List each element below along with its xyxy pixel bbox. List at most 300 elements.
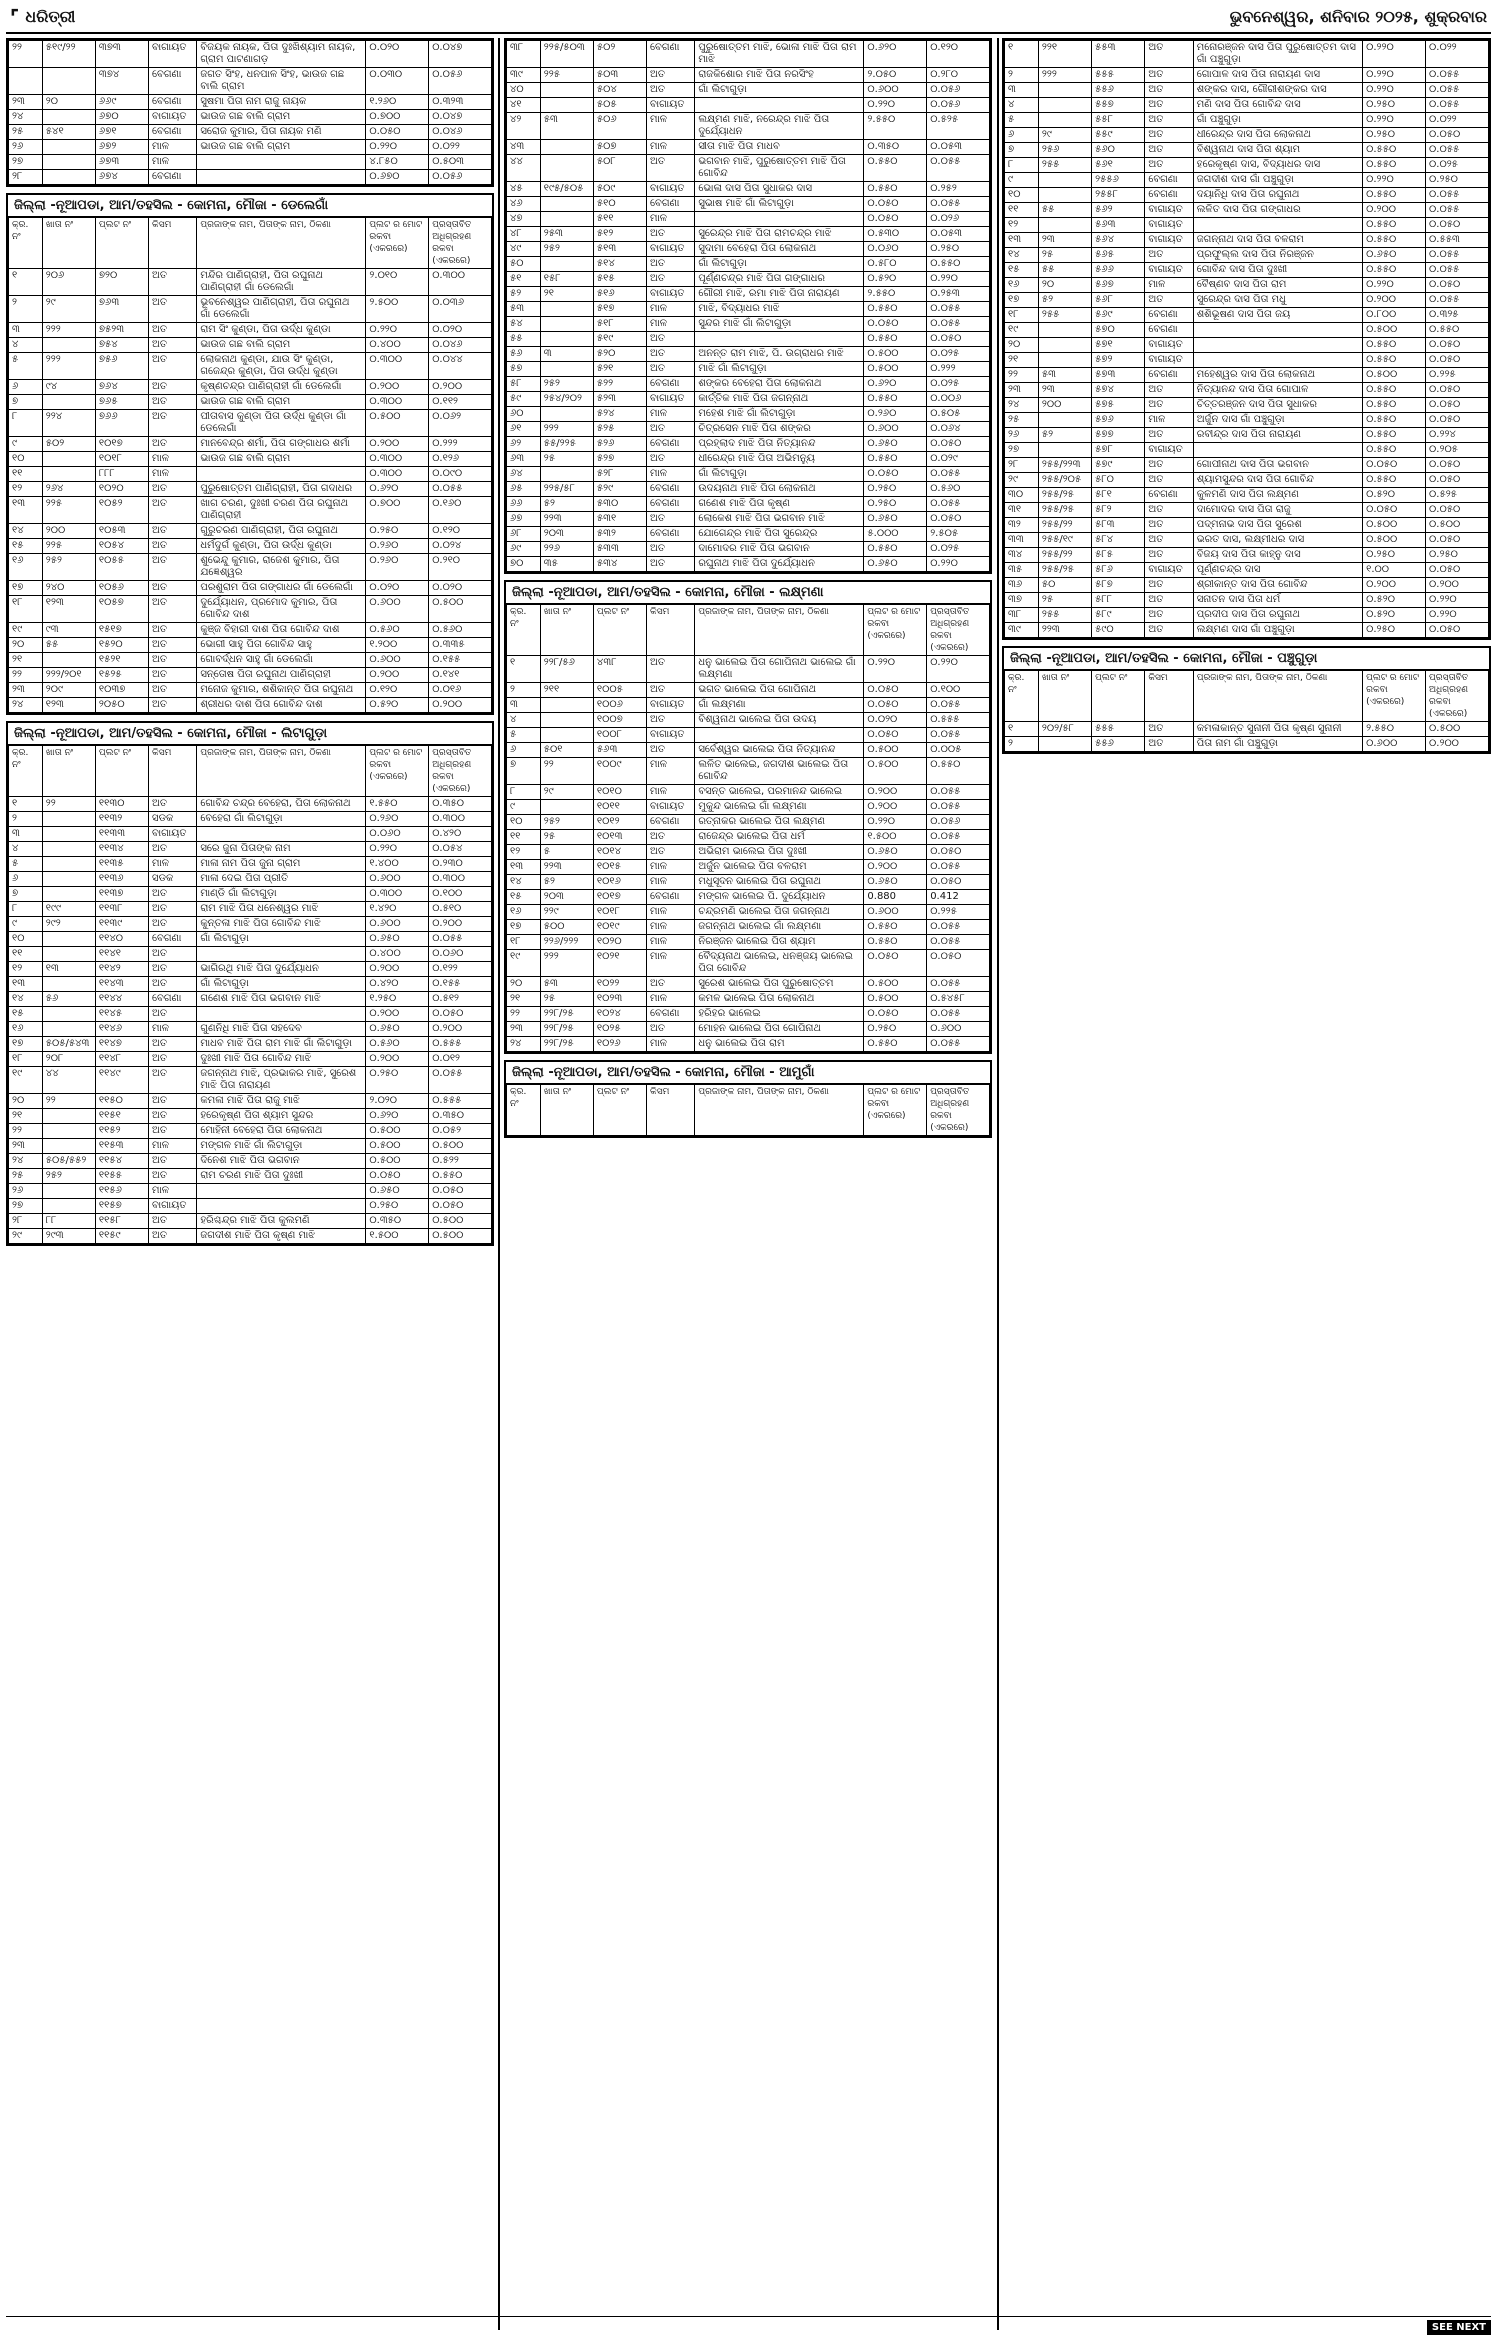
table-cell: ୧୫୨୦ — [95, 638, 148, 653]
table-cell — [1038, 113, 1091, 128]
table-cell: ୦.୦୫୫ — [1426, 188, 1489, 203]
table-cell: ୨୯ — [1005, 473, 1039, 488]
table-cell — [42, 467, 95, 482]
table-cell: ହରିହର ଭାଲେଇ — [695, 1007, 864, 1022]
table-cell: ୦.୦୫୦ — [1426, 458, 1489, 473]
table-row — [507, 242, 990, 257]
table-cell: ଗୋପାଳ ଦାସ ପିତା ନାରାୟଣ ଦାସ — [1193, 68, 1362, 83]
table-cell: ୦.୦୫୬ — [927, 815, 990, 830]
table-cell: ଅତ — [1145, 383, 1193, 398]
table-cell: ୦.୦୨୨ — [1426, 113, 1489, 128]
table-cell — [695, 212, 864, 227]
table-cell: ୦.୫୦୦ — [366, 1124, 429, 1139]
table-cell: ୨୪ — [507, 1037, 541, 1052]
table-cell: ୦.୨୨୪ — [1426, 428, 1489, 443]
table-cell: ୬୪ — [507, 467, 541, 482]
table-cell: ୫୩ — [540, 113, 593, 140]
table-row — [1005, 218, 1489, 233]
table-cell: ଅତ — [149, 581, 197, 596]
land-table — [8, 217, 492, 713]
table-cell: ରାମ ଚରଣ ମାଝି ପିତା ଦୁଃଖୀ — [197, 1169, 366, 1184]
table-cell: ୫୨ — [507, 287, 541, 302]
table-cell: ୦.୦୫୦ — [1426, 383, 1489, 398]
table-cell: ୦.୦୫୦ — [1426, 218, 1489, 233]
table-cell — [42, 947, 95, 962]
table-cell: ୧୦୫୭ — [95, 596, 148, 623]
table-cell: ମାଳ — [149, 1022, 197, 1037]
table-row — [9, 41, 492, 68]
table-cell: ୨୩ — [1038, 383, 1091, 398]
table-cell: କମଳା ମାଝି ପିତା ରାଜୁ ମାଝି — [197, 1094, 366, 1109]
table-cell: ଅତ — [1145, 398, 1193, 413]
table-cell: ଭାଗିରଥି ମାଝି ପିତା ଦୁର୍ଯ୍ୟୋଧନ — [197, 962, 366, 977]
table-cell: ୨୯ — [42, 296, 95, 323]
table-cell: ୧୦୦୫ — [593, 683, 646, 698]
table-cell: ୨୫୫/୨୨ — [1038, 518, 1091, 533]
table-cell: ୨୨ — [540, 758, 593, 785]
table-cell: ୦.୦୫୦ — [1426, 413, 1489, 428]
table-cell: ୫୬୯ — [1092, 308, 1145, 323]
table-row — [507, 467, 990, 482]
table-cell: ୦.୫୮୦ — [864, 257, 927, 272]
table-cell: ୦.୦୧୨ — [429, 1052, 492, 1067]
table-cell: ୧୦୨୦ — [95, 482, 148, 497]
table-cell: ୧୧୫୦ — [95, 1094, 148, 1109]
section-title: ଜିଲ୍ଲା -ନୂଆପଡା, ଆମ/ତହସିଲ - କୋମନା, ମୌଜା - ଆମୁଗାଁ — [506, 1062, 990, 1084]
table-cell: ୩୭୩ — [95, 41, 148, 68]
table-cell — [197, 170, 366, 185]
table-cell: ଦାମୋଦର ଦାସ ପିତା ରାଜୁ — [1193, 503, 1362, 518]
column-header: ପ୍ଲଟ ର ମୋଟ ରକବା (ଏକରରେ) — [864, 605, 927, 656]
table-cell: ୦.୨୨୦ — [864, 656, 927, 683]
table-cell: ୫୫୬ — [1092, 83, 1145, 98]
table-row — [9, 170, 492, 185]
column-header: ପ୍ରଜାଙ୍କ ନାମ, ପିତାଙ୍କ ନାମ, ଠିକଣା — [1193, 671, 1362, 722]
table-cell: ୦.୬୨୦ — [864, 377, 927, 392]
table-cell: ୫ — [507, 728, 541, 743]
table-cell: ୫୧୯/୨୨ — [42, 41, 95, 68]
table-cell: ୬୨ — [507, 437, 541, 452]
table-cell: ପ୍ରଫୁଲ୍ଲ ଦାସ ପିତା ନିରଞ୍ଜନ — [1193, 248, 1362, 263]
table-cell: ମାନବେନ୍ଦ୍ର ଶର୍ମା, ପିତା ଗଙ୍ଗାଧର ଶର୍ମା — [197, 437, 366, 452]
table-cell: ୩ — [507, 698, 541, 713]
table-cell: ୫୧୭ — [593, 302, 646, 317]
table-row — [1005, 428, 1489, 443]
table-cell: ୫୮୪ — [1092, 533, 1145, 548]
table-cell: ଅନନ୍ତ ରାମ ମାଝି, ପି. ଉଗ୍ରାଧର ମାଝି — [695, 347, 864, 362]
land-section — [6, 721, 494, 1246]
table-header-row — [1005, 671, 1489, 722]
footer-divider — [6, 2316, 1491, 2317]
table-cell: ୧୧୩୬ — [95, 872, 148, 887]
column-header: କିସମ — [1145, 671, 1193, 722]
table-cell: ମାଳ — [647, 785, 695, 800]
table-cell: ୨୨୨ — [42, 323, 95, 338]
table-cell: ୧୦୨୪ — [593, 1007, 646, 1022]
table-cell: ବାଗାୟତ — [647, 287, 695, 302]
table-cell: ୨.୫୫୦ — [1363, 722, 1426, 737]
table-cell: ୨.୦୧୦ — [366, 269, 429, 296]
table-cell — [42, 932, 95, 947]
table-cell: ୨୫୨ — [540, 377, 593, 392]
column-header: ପ୍ଲଟ ନଂ — [593, 1085, 646, 1136]
table-cell: ୨୨୫/୫୮ — [540, 482, 593, 497]
table-cell: ହରେକୃଷ୍ଣ ଦାସ, ବିଦ୍ୟାଧର ଦାସ — [1193, 158, 1362, 173]
table-cell: ୮ — [9, 410, 43, 437]
section-title: ଜିଲ୍ଲା -ନୂଆପଡା, ଆମ/ତହସିଲ - କୋମନା, ମୌଜା - ଲିଟାଗୁଡ଼ା — [8, 723, 492, 745]
table-cell: ୦.୦୫୫ — [927, 497, 990, 512]
table-cell: ୫୫୮ — [1092, 113, 1145, 128]
table-cell: ବାଗାୟତ — [647, 98, 695, 113]
table-cell: ୦.୬୫୦ — [864, 875, 927, 890]
table-cell: ୨ — [9, 812, 43, 827]
table-row — [1005, 548, 1489, 563]
table-cell: ୦.୫୦୦ — [864, 992, 927, 1007]
table-cell: ବେଗଣା — [647, 482, 695, 497]
column-header: ପ୍ରସ୍ତାବିତ ଅଧିଗ୍ରହଣ ରକବା (ଏକରରେ) — [429, 746, 492, 797]
table-cell: ଅତ — [647, 977, 695, 992]
table-cell — [42, 170, 95, 185]
table-cell: ସୁରେନ୍ଦ୍ର ଦାସ ପିତା ମଧୁ — [1193, 293, 1362, 308]
table-cell: ଅତ — [1145, 473, 1193, 488]
table-cell: ୫୭୦ — [1092, 323, 1145, 338]
table-cell: ଅତ — [149, 596, 197, 623]
table-cell: ୨୦ — [1038, 278, 1091, 293]
table-cell: ଭୋଳା ଦାସ ପିତା ସୁଧାକର ଦାସ — [695, 182, 864, 197]
table-cell: କମଳାକାନ୍ତ ସୁନାନୀ ପିତା କୃଷ୍ଣ ସୁନାନୀ — [1193, 722, 1362, 737]
table-cell: ୭୦ — [507, 557, 541, 572]
table-cell: ୧୨୩ — [42, 596, 95, 623]
table-cell: ୨.୫୫୦ — [864, 287, 927, 302]
table-row — [1005, 323, 1489, 338]
table-cell: ୦.୦୫୫ — [927, 920, 990, 935]
table-cell: ୧୧୫୧ — [95, 1109, 148, 1124]
table-cell: ୦.୫୦୦ — [864, 362, 927, 377]
table-cell: ୦.୦୫୦ — [864, 317, 927, 332]
table-cell: ବାଗାୟତ — [1145, 563, 1193, 578]
table-cell: ଅତ — [647, 683, 695, 698]
table-header-row — [9, 746, 492, 797]
table-cell: ୦.୮୦୦ — [1363, 308, 1426, 323]
table-cell: ୧୧୪୮ — [95, 1052, 148, 1067]
table-cell: ୩୭ — [1005, 593, 1039, 608]
table-cell: ୩୪ — [1005, 548, 1039, 563]
table-row — [9, 380, 492, 395]
table-cell: ୦.୦୫୫ — [1426, 143, 1489, 158]
table-cell: ୦.୩୦୦ — [366, 395, 429, 410]
column-header: କିସମ — [149, 218, 197, 269]
table-cell: ମାଳ — [647, 302, 695, 317]
table-cell: ୨୧ — [9, 1109, 43, 1124]
table-cell: ପୂର୍ଣ୍ଣଚନ୍ଦ୍ର ଦାସ — [1193, 563, 1362, 578]
table-cell: ୨୪ — [9, 1154, 43, 1169]
table-row — [1005, 233, 1489, 248]
table-cell: ଅତ — [149, 698, 197, 713]
table-cell: ୫୯ — [507, 392, 541, 407]
table-cell: କାର୍ତ୍ତିକ ମାଝି ପିତା ଜଗନ୍ନାଥ — [695, 392, 864, 407]
table-row — [1005, 458, 1489, 473]
table-cell: ୦.୨୨୦ — [1363, 41, 1426, 68]
table-cell — [540, 257, 593, 272]
table-cell — [540, 98, 593, 113]
table-cell: ଶ୍ରୀକାନ୍ତ ଦାସ ପିତା ଗୋବିନ୍ଦ — [1193, 578, 1362, 593]
table-cell: ୦.୦୨୪ — [429, 539, 492, 554]
land-section — [504, 1060, 992, 1138]
table-cell: ଗଣେଶ ମାଝି ପିତା କୃଷ୍ଣ — [695, 497, 864, 512]
table-cell: ୨୨ — [42, 797, 95, 812]
table-cell: ୩୩ — [1005, 533, 1039, 548]
table-cell: ମଙ୍ଗଳ ମାଝି ଗାଁ ଲିଟାଗୁଡ଼ା — [197, 1139, 366, 1154]
table-cell: ଅତ — [647, 1022, 695, 1037]
table-cell: ୫ — [1005, 113, 1039, 128]
table-cell: ଗୋବର୍ଦ୍ଧନ ସାହୁ ଗାଁ ଡେଲେଗାଁ — [197, 653, 366, 668]
table-cell: ୯ — [9, 437, 43, 452]
table-cell: ମାଳ — [647, 950, 695, 977]
table-cell: ୬ — [9, 872, 43, 887]
table-cell: ୦.୫୫୦ — [864, 452, 927, 467]
table-row — [1005, 413, 1489, 428]
land-table — [8, 745, 492, 1244]
table-cell: ଅତ — [149, 1037, 197, 1052]
table-cell: ୨୫୨ — [42, 554, 95, 581]
table-cell: ୦.୫୦୦ — [429, 596, 492, 623]
table-cell: ୬୯ — [507, 542, 541, 557]
table-cell: ୦.୦୫୬ — [429, 170, 492, 185]
table-row — [507, 155, 990, 182]
table-cell: ଦୁର୍ଯ୍ୟୋଧନ, ପ୍ରମୋଦ କୁମାର, ପିତା ଗୋବିନ୍ଦ ଦାଶ — [197, 596, 366, 623]
table-cell: ୫୨୧ — [593, 362, 646, 377]
table-cell: ୧୧ — [9, 467, 43, 482]
section-title: ଜିଲ୍ଲା -ନୂଆପଡା, ଆମ/ତହସିଲ - କୋମନା, ମୌଜା - ଲକ୍ଷ୍ମଣା — [506, 582, 990, 604]
table-cell: ୦.୨୫୦ — [864, 482, 927, 497]
table-cell: ୨୦୨/୫୮ — [1038, 722, 1091, 737]
table-cell: ୦.୧୨୬ — [429, 452, 492, 467]
table-row — [9, 1154, 492, 1169]
table-cell — [540, 302, 593, 317]
table-cell — [42, 812, 95, 827]
table-cell: ୫୨୯ — [593, 482, 646, 497]
table-cell: ୫୫୫ — [1092, 722, 1145, 737]
table-cell: ୦.୦୫୦ — [429, 1007, 492, 1022]
table-cell: ୧.୨୦୦ — [366, 638, 429, 653]
table-cell: ୦.୦୫୫ — [1426, 263, 1489, 278]
table-cell: ୦.୨୨୦ — [1363, 113, 1426, 128]
table-cell: ୦.୫୫୦ — [1363, 383, 1426, 398]
table-cell: ପରଶୁରାମ ପିତା ଗଙ୍ଗାଧର ଗାଁ ଡେଲେଗାଁ — [197, 581, 366, 596]
table-cell: ୧୦୧୧ — [593, 800, 646, 815]
table-cell: ୫୩ — [540, 977, 593, 992]
table-cell: ୦.୬୫୦ — [366, 1022, 429, 1037]
table-cell: ଅତ — [149, 797, 197, 812]
table-cell: ୦.୫୦୦ — [1363, 323, 1426, 338]
table-cell: ୦.୫୫୦ — [1363, 233, 1426, 248]
table-cell: ୦.୦୨୦ — [366, 581, 429, 596]
column-header: ପ୍ଲଟ ନଂ — [95, 746, 148, 797]
table-cell: ୫୮ — [507, 377, 541, 392]
table-cell: ୦.୫୫୫ — [429, 1094, 492, 1109]
table-cell: ୦.୦୫୦ — [927, 332, 990, 347]
table-cell: ୦.୫୫୫ — [429, 1037, 492, 1052]
table-cell: ବେଗଣା — [1145, 488, 1193, 503]
table-cell: ୦.୫୦୦ — [1363, 368, 1426, 383]
table-cell: ରାଜକିଶୋର ମାଝି ପିତା ନରସିଂହ — [695, 68, 864, 83]
table-cell: ୦.୬୫୦ — [1363, 248, 1426, 263]
table-cell: ୨୧ — [1005, 353, 1039, 368]
table-cell: ଅତ — [1145, 248, 1193, 263]
table-cell: ୨୫ — [540, 830, 593, 845]
land-table — [1004, 40, 1489, 638]
table-cell: ଗୁଣନିଧି ମାଝି ପିତା ସହଦେବ — [197, 1022, 366, 1037]
column-header: ପ୍ଲଟ ନଂ — [1092, 671, 1145, 722]
table-cell: ୦.୦୫୦ — [1426, 503, 1489, 518]
table-cell: ହରେକୃଷ୍ଣ ପିତା ଶ୍ୟାମ ସୁନ୍ଦର — [197, 1109, 366, 1124]
table-row — [1005, 737, 1489, 752]
table-cell: ୨୦୬ — [42, 269, 95, 296]
table-cell: ୦.୦୫୦ — [864, 467, 927, 482]
table-cell: ୧୦୨୫ — [593, 1022, 646, 1037]
table-row — [1005, 593, 1489, 608]
table-cell: ୧୬ — [1005, 278, 1039, 293]
table-cell: ଗୋପୀନାଥ ଦାସ ପିତା ଭଗବାନ — [1193, 458, 1362, 473]
table-cell: ଗୋବିନ୍ଦ ଦାସ ପିତା ଦୁଃଖୀ — [1193, 263, 1362, 278]
table-cell: ମହେଶ ମାଝି ଗାଁ ଲିଟାଗୁଡ଼ା — [695, 407, 864, 422]
table-cell: ୦.୩୦୦ — [366, 353, 429, 380]
table-cell: ୫୪୧ — [42, 125, 95, 140]
table-cell: ୬୭୦ — [95, 110, 148, 125]
table-cell: ଦୟାନିଧି ଦାସ ପିତା ରଘୁନାଥ — [1193, 188, 1362, 203]
table-cell: ଶଙ୍କର ବେହେରା ପିତା ଲୋକନାଥ — [695, 377, 864, 392]
table-cell: ବେଗଣା — [149, 992, 197, 1007]
table-cell — [42, 140, 95, 155]
table-cell: ୦.୨୦୦ — [1426, 737, 1489, 752]
table-cell: ୫.୦୦୦ — [864, 527, 927, 542]
table-cell — [540, 467, 593, 482]
table-cell: ୦.୫୫୦ — [864, 302, 927, 317]
table-cell: କୁନ୍ତଳା ମାଝି ପିତା ଗୋବିନ୍ଦ ମାଝି — [197, 917, 366, 932]
table-cell: ବେଗଣା — [1145, 368, 1193, 383]
table-cell: ୦.୫୫୦ — [864, 1037, 927, 1052]
table-cell: ୧୮ — [507, 935, 541, 950]
table-cell: ମାଳ — [647, 860, 695, 875]
table-cell: ୫୭୯ — [1092, 458, 1145, 473]
table-cell: ୧୨ — [9, 962, 43, 977]
table-cell: ୫୦୭ — [593, 140, 646, 155]
table-row — [507, 950, 990, 977]
table-cell: ୨୬୪ — [42, 482, 95, 497]
table-row — [9, 155, 492, 170]
table-cell: ବାଗାୟତ — [1145, 443, 1193, 458]
table-row — [507, 785, 990, 800]
table-cell: ୦.୨୮୦ — [927, 68, 990, 83]
table-cell: ୦.୦୫୫ — [927, 467, 990, 482]
table-cell: ୨୦୩ — [540, 527, 593, 542]
table-cell: ୩୬ — [1005, 578, 1039, 593]
table-cell: ୦.୨୨୦ — [864, 815, 927, 830]
table-cell: ୧୫୮ — [540, 272, 593, 287]
table-cell: ମାଧବ ମାଝି ପିତା ରାମ ମାଝି ଗାଁ ଲିଟାଗୁଡ଼ା — [197, 1037, 366, 1052]
table-cell: ୦.୨୨୦ — [1426, 608, 1489, 623]
table-cell: ୪୦ — [507, 83, 541, 98]
table-row — [9, 812, 492, 827]
table-cell: ୦.୬୨୦ — [366, 1109, 429, 1124]
table-cell: ୦.୫୫୫ — [927, 713, 990, 728]
table-cell: ୧.୨୫୦ — [366, 992, 429, 1007]
table-cell: ୧୧୪୬ — [95, 1022, 148, 1037]
table-row — [9, 992, 492, 1007]
table-cell: ଭୂବନେଶ୍ୱର ପାଣିଗ୍ରାହୀ, ପିତା ରଘୁନାଥ ଗାଁ ଡେଲେଗାଁ — [197, 296, 366, 323]
table-cell: ୦.୩୫୦ — [864, 140, 927, 155]
table-cell: ଅତ — [149, 1007, 197, 1022]
table-cell: ୦.୦୫୫ — [927, 860, 990, 875]
table-cell: ୦.୦୫୦ — [1426, 623, 1489, 638]
table-cell: ୦.୦୪୭ — [429, 110, 492, 125]
table-cell: ୫୧୧ — [593, 212, 646, 227]
table-cell: ଭୋଗୀ ସାହୁ ପିତା ଗୋବିନ୍ଦ ସାହୁ — [197, 638, 366, 653]
table-cell: ୪୮ — [507, 227, 541, 242]
table-cell: ୨୪ — [1005, 398, 1039, 413]
column-header: କ୍ର. ନଂ — [507, 1085, 541, 1136]
table-cell: ୦.୩୦୦ — [429, 269, 492, 296]
table-cell: ୧୯ — [507, 950, 541, 977]
table-cell: ୦.୦୫୫ — [927, 935, 990, 950]
column-divider — [498, 38, 500, 2330]
table-cell: ୧୧୪୭ — [95, 1037, 148, 1052]
table-cell: ୧୬ — [507, 905, 541, 920]
table-cell: ୧୦ — [9, 452, 43, 467]
table-cell: ୧୦ — [1005, 188, 1039, 203]
table-cell: ୧୭ — [9, 581, 43, 596]
table-cell: ୨୦ — [9, 1094, 43, 1109]
table-cell — [197, 1184, 366, 1199]
table-cell: ୦.୦୫୫ — [1426, 293, 1489, 308]
table-cell: ୦.୬୫୦ — [864, 437, 927, 452]
table-cell: ୧୯ — [9, 1067, 43, 1094]
table-cell: ବାଗାୟତ — [1145, 218, 1193, 233]
table-cell: ୧୦୦୬ — [593, 698, 646, 713]
table-cell: ଅତ — [647, 713, 695, 728]
table-cell — [42, 653, 95, 668]
table-cell: ୨୪୦ — [42, 581, 95, 596]
land-table — [506, 1084, 990, 1136]
table-cell: ଅତ — [149, 902, 197, 917]
column-header: କ୍ର. ନଂ — [9, 746, 43, 797]
table-cell: ୨୩ — [507, 1022, 541, 1037]
table-row — [1005, 518, 1489, 533]
table-cell: ୦.୦୨୫ — [1426, 158, 1489, 173]
table-cell: ବେଗଣା — [647, 527, 695, 542]
table-row — [507, 875, 990, 890]
table-cell: ୦.୦୫୦ — [1426, 338, 1489, 353]
column-divider — [997, 38, 999, 2330]
table-cell — [1038, 323, 1091, 338]
column-header: ପ୍ରଜାଙ୍କ ନାମ, ପିତାଙ୍କ ନାମ, ଠିକଣା — [695, 605, 864, 656]
table-cell: ଦୁଃଖୀ ମାଝି ପିତା ଗୋବିନ୍ଦ ମାଝି — [197, 1052, 366, 1067]
table-cell: ସୁଷମା ପିତା ନାମ ରାଜୁ ନାୟକ — [197, 95, 366, 110]
table-cell: ୬୭୩ — [95, 155, 148, 170]
table-cell: ୨୫୫/୨୫ — [1038, 563, 1091, 578]
table-cell: ୬୫ — [507, 482, 541, 497]
table-cell: ୨୬ — [9, 1184, 43, 1199]
table-cell: ୦.୫୫୦ — [1363, 188, 1426, 203]
table-cell: ୭୬୩ — [95, 296, 148, 323]
table-cell: ୧୧୫୫ — [95, 1169, 148, 1184]
table-cell: ୫୭୮ — [1092, 443, 1145, 458]
table-cell: ୦.୦୫୫ — [1426, 248, 1489, 263]
table-cell: ୦.୦୫୦ — [927, 512, 990, 527]
table-row — [9, 1052, 492, 1067]
table-cell: ୭୫୪ — [95, 338, 148, 353]
table-cell: ୦.୨୬୦ — [864, 407, 927, 422]
